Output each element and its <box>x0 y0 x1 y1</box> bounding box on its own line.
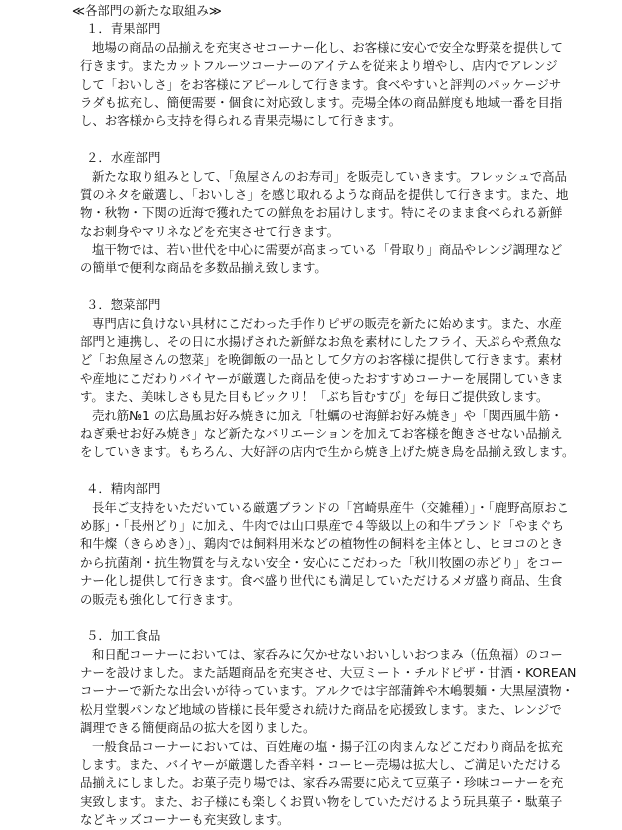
paragraph <box>80 646 577 738</box>
text-line: 品揃えにしました。お菓子売り場では、家呑み需要に応えて豆菓子・珍味コーナーを充 <box>80 775 564 791</box>
spacer <box>80 462 566 480</box>
paragraph <box>80 241 566 278</box>
text-line: の簡単で便利な商品を多数品揃え致します。 <box>80 260 327 276</box>
text-line: や産地にこだわりバイヤーが厳選した商品を使ったおすすめコーナーを展開していきま <box>80 370 564 386</box>
section-seafood <box>80 149 569 278</box>
text-line: コーナーで新たな出会いが待っています。アルクでは宇部蒲鉾や木嶋製麺・大黒屋漬物・ <box>80 683 574 699</box>
text-line: 物・秋物・下関の近海で獲れたての鮮魚をお届けします。特にそのまま食べられる新鮮 <box>80 205 563 221</box>
text-line: 質のネタを厳選し、「おいしさ」を感じ取れるような商品を提供して行きます。また、地 <box>80 186 569 202</box>
text-line: め豚」・「長州どり」に加え、牛肉では山口県産で４等級以上の和牛ブランド「やまぐち <box>80 517 564 533</box>
paragraph <box>80 738 566 830</box>
section-heading: ３．惣菜部門 <box>86 297 161 313</box>
section-heading: ４．精肉部門 <box>86 481 161 497</box>
text-line: 調理できる簡便商品の拡大を図りました。 <box>80 720 316 736</box>
text-line: し、お客様から支持を得られる青果売場にして行きます。 <box>80 113 402 129</box>
text-line: 部門と連携し、その日に水揚げされた新鮮なお魚を素材にしたフライ、天ぷらや煮魚な <box>80 334 562 350</box>
text-line: す。また、美味しさも見た目もビックリ！「ぶち旨むすび」を毎日ご提供致します。 <box>80 389 549 405</box>
paragraph <box>80 168 569 242</box>
paragraph <box>80 499 570 609</box>
text-line: 地場の商品の品揃えを充実させコーナー化し、お客様に安心で安全な野菜を提供して <box>92 39 563 55</box>
section-heading: １．青果部門 <box>86 21 161 37</box>
text-line: 売れ筋№1 の広島風お好み焼きに加え「牡蠣のせ海鮮お好み焼き」や「関西風牛筋・ <box>92 407 563 423</box>
text-line: 行きます。またカットフルーツコーナーのアイテムを従来より増やし、店内でアレンジ <box>80 58 558 74</box>
text-line: 一般食品コーナーにおいては、百姓庵の塩・揚子江の肉まんなどこだわり商品を拡充 <box>92 738 563 754</box>
text-line: の販売も強化して行きます。 <box>80 591 241 607</box>
spacer <box>80 131 566 149</box>
text-line: 実致します。また、お子様にも楽しくお買い物をしていただけるよう玩具菓子・駄菓子 <box>80 793 563 809</box>
paragraph <box>80 39 566 131</box>
text-line: 松月堂製パンなど地域の皆様に長年愛され続けた商品を応援致します。また、レンジで <box>80 701 562 717</box>
text-line: から抗菌剤・抗生物質を与えない安全・安心にこだわった「秋川牧園の赤どり」をコー <box>80 554 564 570</box>
paragraph <box>80 407 575 462</box>
section-produce <box>80 20 566 130</box>
text-line: 新たな取り組みとして、「魚屋さんのお寿司」を販売していきます。フレッシュで高品 <box>92 168 567 184</box>
section-processed-food <box>80 627 577 829</box>
section-heading: ２．水産部門 <box>86 150 161 166</box>
spacer <box>80 609 566 627</box>
text-line: 和日配コーナーにおいては、家呑みに欠かせないおいしいおつまみ（伍魚福）のコー <box>92 646 563 662</box>
text-line: ねぎ乗せお好み焼き」など新たなバリエーションを加えてお客様を飽きさせない品揃え <box>80 425 563 441</box>
text-line: して「おいしさ」をお客様にアピールして行きます。食べやすいと評判のパッケージサ <box>80 76 562 92</box>
text-line: などキッズコーナーも充実致します。 <box>80 812 290 828</box>
text-line: なお刺身やマリネなどを充実させて行きます。 <box>80 223 339 239</box>
page-title: ≪各部門の新たな取組み≫ <box>72 3 222 18</box>
document-body <box>72 2 577 830</box>
text-line: します。また、バイヤーが厳選した香辛料・コーヒー売場は拡大し、ご満足いただける <box>80 757 562 773</box>
spacer <box>80 278 566 296</box>
text-line: ナーを設けました。また話題商品を充実させ、大豆ミート・チルドピザ・甘酒・KOREAN <box>80 665 577 681</box>
text-line: ナー化し提供して行きます。食べ盛り世代にも満足していただけるメガ盛り商品、生食 <box>80 573 563 589</box>
text-line: ど「お魚屋さんの惣菜」を晩御飯の一品として夕方のお客様に提供して行きます。素材 <box>80 352 563 368</box>
paragraph <box>80 315 566 407</box>
text-line: 長年ご支持をいただいている厳選ブランドの「宮崎県産牛（交雑種）」・「鹿野高原おこ <box>92 499 570 515</box>
section-meat <box>80 480 570 609</box>
text-line: ラダも拡充し、簡便需要・個食に対応致します。売場全体の商品鮮度も地域一番を目指 <box>80 94 563 110</box>
section-deli <box>80 296 575 462</box>
text-line: をしていきます。もちろん、大好評の店内で生から焼き上げた焼き鳥を品揃え致します。 <box>80 444 575 460</box>
text-line: 専門店に負けない具材にこだわった手作りピザの販売を新たに始めます。また、水産 <box>92 315 562 331</box>
text-line: 和牛燦（きらめき）」、鶏肉では飼料用米などの植物性の飼料を主体とし、ヒヨコのとき <box>80 536 564 552</box>
section-heading: ５．加工食品 <box>86 628 161 644</box>
text-line: 塩干物では、若い世代を中心に需要が高まっている「骨取り」商品やレンジ調理など <box>92 242 563 258</box>
